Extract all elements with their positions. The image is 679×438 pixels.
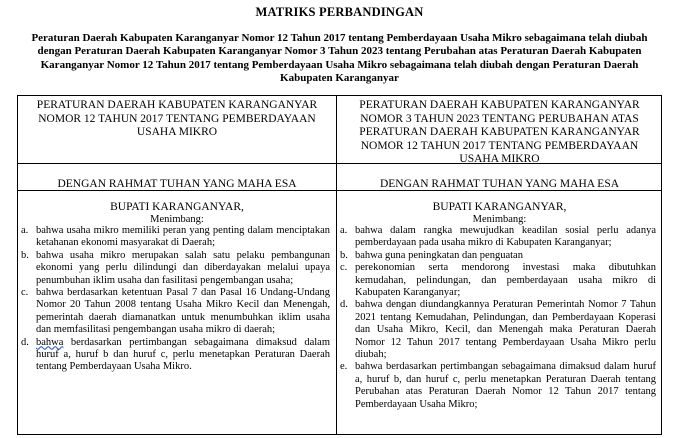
left-authority: BUPATI KARANGANYAR,: [110, 201, 244, 213]
list-item: a. bahwa dalam rangka mewujudkan keadilan sosial perlu adanya pemberdayaan pada usaha mikro di Kabupaten Karanganyar;: [340, 225, 656, 249]
spellcheck-word: bahwa: [36, 336, 64, 348]
right-considering-label: Menimbang:: [472, 214, 527, 225]
list-item: a. bahwa usaha mikro memiliki peran yang penting dalam menciptakan ketahanan ekonomi masyarakat di Daerah;: [21, 225, 330, 249]
list-item: e. bahwa berdasarkan pertimbangan sebagaimana dimaksud dalam huruf a, huruf b, dan huruf c, perlu menetapkan Peraturan Daerah tentang Perubahan atas Peraturan Daerah Nomor 12 Tahun 2017 tentang Pemberdayaan Usaha Mikro;: [340, 361, 656, 410]
right-heading: PERATURAN DAERAH KABUPATEN KARANGANYAR NOMOR 3 TAHUN 2023 TENTANG PERUBAHAN ATAS PERATURAN DAERAH KABUPATEN KARANGANYAR NOMOR 12 TAHUN 2017 TENTANG PEMBERDAYAAN USAHA MIKRO: [359, 99, 640, 165]
left-considering-label: Menimbang:: [150, 214, 204, 225]
comparison-table: [17, 95, 662, 435]
list-item: d. bahwa dengan diundangkannya Peraturan Pemerintah Nomor 7 Tahun 2021 tentang Kemudahan, Pelindungan, dan Pemberdayaan Koperasi dan Usaha Mikro, Kecil, dan Menengah maka Peraturan Daerah Nomor 12 Tahun 2017 tentang Pemberdayaan Usaha Mikro perlu diubah;: [340, 299, 656, 361]
right-column: [337, 96, 662, 434]
left-considering-list: [21, 225, 330, 374]
document-subtitle: Peraturan Daerah Kabupaten Karanganyar Nomor 12 Tahun 2017 tentang Pemberdayaan Usaha Mikro sebagaimana telah diubah dengan Peraturan Daerah Kabupaten Karanganyar Nomor 3 Tahun 2023 tentang Perubahan atas Peraturan Daerah Kabupaten Karanganyar Nomor 12 Tahun 2017 tentang Pemberdayaan Usaha Mikro sebagaimana telah diubah dengan Peraturan Daerah Kabupaten Karanganyar: [31, 32, 648, 84]
list-item: b. bahwa guna peningkatan dan penguatan: [340, 249, 523, 261]
list-item: c. bahwa berdasarkan ketentuan Pasal 7 dan Pasal 16 Undang-Undang Nomor 20 Tahun 2008 tentang Usaha Mikro Kecil dan Menengah, pemerintah daerah diamanatkan untuk menumbuhkan iklim usaha dan memfasilitasi pengembangan usaha mikro di daerah;: [21, 287, 330, 336]
left-heading: PERATURAN DAERAH KABUPATEN KARANGANYAR NOMOR 12 TAHUN 2017 TENTANG PEMBERDAYAAN USAHA MIKRO: [36, 99, 318, 138]
right-preamble: DENGAN RAHMAT TUHAN YANG MAHA ESA: [379, 178, 620, 190]
right-authority: BUPATI KARANGANYAR,: [432, 201, 567, 213]
right-considering-list: [340, 225, 656, 411]
list-item: b. bahwa usaha mikro merupakan salah satu pelaku pembangunan ekonomi yang perlu dilindungi dan diberdayakan melalui upaya penumbuhan iklim usaha dan fasilitasi pengembangan usaha;: [21, 249, 330, 286]
left-preamble: DENGAN RAHMAT TUHAN YANG MAHA ESA: [57, 178, 297, 190]
document-title: MATRIKS PERBANDINGAN: [255, 5, 424, 19]
list-item: c. perekonomian serta mendorong investasi maka dibutuhkan kemudahan, pelindungan, dan pemberdayaan usaha mikro di Kabupaten Karanganyar;: [340, 262, 656, 299]
list-item: d. bahwa berdasarkan pertimbangan sebagaimana dimaksud dalam huruf a, huruf b dan huruf c, perlu menetapkan Peraturan Daerah tentang Pemberdayaan Usaha Mikro.: [21, 336, 330, 373]
left-column: [18, 96, 336, 434]
